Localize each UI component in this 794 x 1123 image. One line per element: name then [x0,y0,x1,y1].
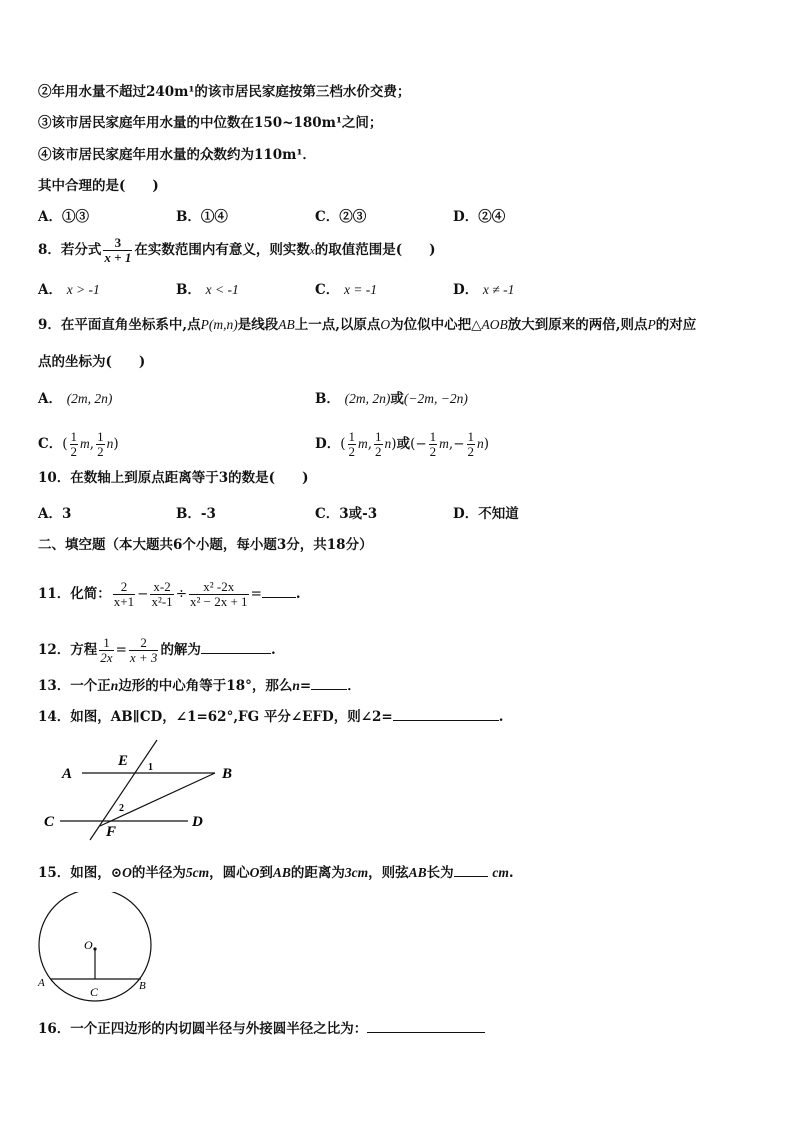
q11-eq: = [250,586,262,602]
q9-d-m: m [358,436,368,451]
q11-f1-den: x+1 [113,594,135,609]
q12-f2-den: x + 3 [129,650,158,665]
q15-figure [36,892,160,1004]
q12-f2-num: 2 [129,636,159,651]
q11-prefix: 11．化简： [38,586,111,602]
q7-prompt: 其中合理的是( ) [38,178,159,194]
q11-f3-den: x² − 2x + 1 [190,594,248,609]
q9-text-f: 的对应 [655,317,697,333]
fig-label-b: B [139,980,146,992]
q9-c-n: n [106,436,114,451]
fig-label-a: A [62,766,73,782]
q7-option-a: A．①③ [38,209,89,225]
fig-label-a: A [38,977,45,989]
statement-3: ③该市居民家庭年用水量的中位数在150~180m¹之间； [38,115,383,131]
q15-b: 的半径为 [131,865,186,881]
q9-b-expr2: (−2m, −2n) [403,391,468,406]
q9-b-or: 或 [390,391,404,407]
question-10: 10．在数轴上到原点距离等于3的数是( ) [38,470,309,486]
q11-end: . [295,586,301,602]
q11-minus: − [137,586,149,602]
q8-option-d-expr: x ≠ -1 [482,282,515,297]
fig-label-f: F [106,824,117,840]
q9-a-expr: (2m, 2n) [66,391,113,406]
q14-end: . [498,709,504,725]
q9-option-b [315,390,468,408]
q9-d-n: n [384,436,392,451]
q8-option-b-letter: B． [176,282,201,298]
q8-option-d-letter: D． [453,282,479,298]
q10-option-b: B．-3 [176,506,216,522]
q9-d-or: 或 [396,436,411,452]
q9-a-letter: A． [38,391,62,407]
q9-d-expr: ( $\frac{1}{2}$ m, $\frac{1}{2}$ n) [340,429,397,459]
q13-n: n [110,678,119,693]
q11-div: ÷ [175,586,187,602]
fig-label-e: E [118,753,129,769]
q8-option-b [176,281,239,299]
fig-label-c: C [90,985,99,999]
q9-d-m2: m [439,436,449,451]
q9-text-e: 放大到原来的两倍,则点 [507,317,648,333]
q15-o: O [249,865,260,880]
q8-mid: 在实数范围内有意义，则实数 [134,242,310,258]
q9-c-frac2-den: 2 [97,444,104,459]
q10-option-a: A．3 [38,506,72,522]
q15-answer-blank[interactable] [454,864,488,877]
q12-prefix: 12．方程 [38,642,98,658]
q8-option-a-letter: A． [38,282,62,298]
q8-var: x [309,245,315,257]
q12-f1-den: 2x [100,650,113,665]
q9-point: P(m,n) [200,317,238,332]
q11-f2-den: x²-1 [151,594,173,609]
q15-dist: 3cm [344,865,369,880]
center-dot [93,947,96,950]
q9-c-frac1-den: 2 [70,444,78,459]
q11-f2-num: x-2 [150,580,173,595]
question-8 [38,236,436,265]
q9-c-frac1-num: 1 [70,429,78,444]
fig-label-d: D [192,814,203,830]
fig-angle-1: 1 [148,762,153,773]
q9-pvar: P [647,317,656,332]
q9-c-m: m [80,436,90,451]
q10-option-d: D．不知道 [453,506,519,522]
q9-seg: AB [278,317,295,332]
question-9-line2: 点的坐标为( ) [38,354,146,370]
q14-answer-blank[interactable] [393,708,499,721]
q12-expr [97,635,160,665]
q8-option-a [38,281,100,299]
q10-option-c: C．3或-3 [315,506,378,522]
q9-d-frac1-num: 1 [348,429,355,444]
q9-c-frac2-num: 1 [97,429,104,444]
q11-answer-blank[interactable] [262,585,296,598]
q8-option-c-letter: C． [315,282,340,298]
q15-f: ，则弦 [368,865,409,881]
question-13 [38,677,361,695]
q9-option-d [315,430,489,459]
q15-unit: cm [492,865,509,880]
fig-angle-2: 2 [119,803,124,814]
q8-option-a-expr: x > -1 [66,282,100,297]
q15-ab: AB [272,865,291,880]
q8-option-d [453,281,514,299]
q13-eq: = [299,678,312,694]
q9-option-c [38,430,119,459]
q14-text: 14．如图，AB∥CD，∠1=62°,FG 平分∠EFD，则∠2= [38,709,393,725]
q9-d-frac2-den: 2 [375,444,382,459]
q15-a: 15．如图， [38,865,111,881]
fig-label-c: C [44,814,55,830]
q11-expr [111,579,262,609]
q15-c: ，圆心 [209,865,250,881]
q11-f1-num: 2 [113,580,135,595]
q13-end: ． [347,678,361,694]
q12-suffix: 的解为 [160,642,201,658]
q8-suffix: 的取值范围是( ) [314,242,436,258]
q9-d-frac4-num: 1 [467,429,475,444]
q9-c-expr: ( $\frac{1}{2}$ m, $\frac{1}{2}$ n) [62,429,119,459]
q9-d-n2: n [477,436,484,451]
q9-text-d: 为位似中心把 [390,317,472,333]
q9-b-letter: B． [315,391,340,407]
q7-option-b: B．①④ [176,209,228,225]
question-12 [38,636,276,665]
question-14 [38,708,503,726]
q9-d-frac1-den: 2 [348,444,355,459]
fig-label-o: O [84,938,93,952]
q15-circle: ⊙O [110,865,132,880]
question-11 [38,580,301,609]
q13-n2: n [292,678,300,693]
q16-answer-blank[interactable] [367,1020,485,1033]
q12-f1-num: 1 [99,636,113,651]
q9-option-a [38,390,112,408]
q15-radius: 5cm [185,865,210,880]
q8-frac-den: x + 1 [104,250,132,265]
q9-tri: △AOB [471,317,508,332]
section-2-heading: 二、填空题（本大题共6个小题，每小题3分，共18分） [38,537,373,553]
q9-c-letter: C． [38,436,63,452]
q16-text: 16．一个正四边形的内切圆半径与外接圆半径之比为： [38,1021,368,1037]
q8-fraction [103,236,132,265]
q13-prefix: 13．一个正 [38,678,111,694]
q8-option-c-expr: x = -1 [343,282,378,297]
q13-answer-blank[interactable] [311,677,347,690]
q14-figure [40,736,250,844]
q9-origin: O [380,317,391,332]
statement-2: ②年用水量不超过240m¹的该市居民家庭按第三档水价交费； [38,84,411,100]
q12-eq: = [115,642,127,658]
question-9-line1 [38,316,696,334]
q12-end: . [270,642,276,658]
q12-answer-blank[interactable] [201,641,271,654]
q11-f3-num: x² -2x [189,580,249,595]
q15-end: . [508,865,514,881]
q15-d: 到 [259,865,273,881]
question-16 [38,1020,485,1038]
q7-option-c: C．②③ [315,209,367,225]
fig-label-b: B [222,766,233,782]
q13-mid: 边形的中心角等于18°，那么 [118,678,293,694]
q9-d-frac4-den: 2 [467,444,475,459]
q15-g: 长为 [426,865,454,881]
q15-e: 的距离为 [290,865,345,881]
q9-b-expr1: (2m, 2n) [344,391,391,406]
q9-text-a: 9．在平面直角坐标系中,点 [38,317,201,333]
q8-option-b-expr: x < -1 [205,282,239,297]
q9-d-frac3-den: 2 [429,444,437,459]
q8-option-c [315,281,377,299]
statement-4: ④该市居民家庭年用水量的众数约为110m¹． [38,147,316,163]
q7-option-d: D．②④ [453,209,506,225]
question-15 [38,864,514,882]
q9-d-letter: D． [315,436,341,452]
q9-d-expr2: (− $\frac{1}{2}$ m,− $\frac{1}{2}$ n) [410,429,490,459]
q9-text-c: 上一点,以原点 [294,317,381,333]
q8-prefix: 8．若分式 [38,242,102,258]
q15-ab2: AB [408,865,427,880]
q9-text-b: 是线段 [237,317,279,333]
q9-d-frac2-num: 1 [375,429,382,444]
q8-frac-num: 3 [103,236,132,251]
q9-d-frac3-num: 1 [429,429,437,444]
